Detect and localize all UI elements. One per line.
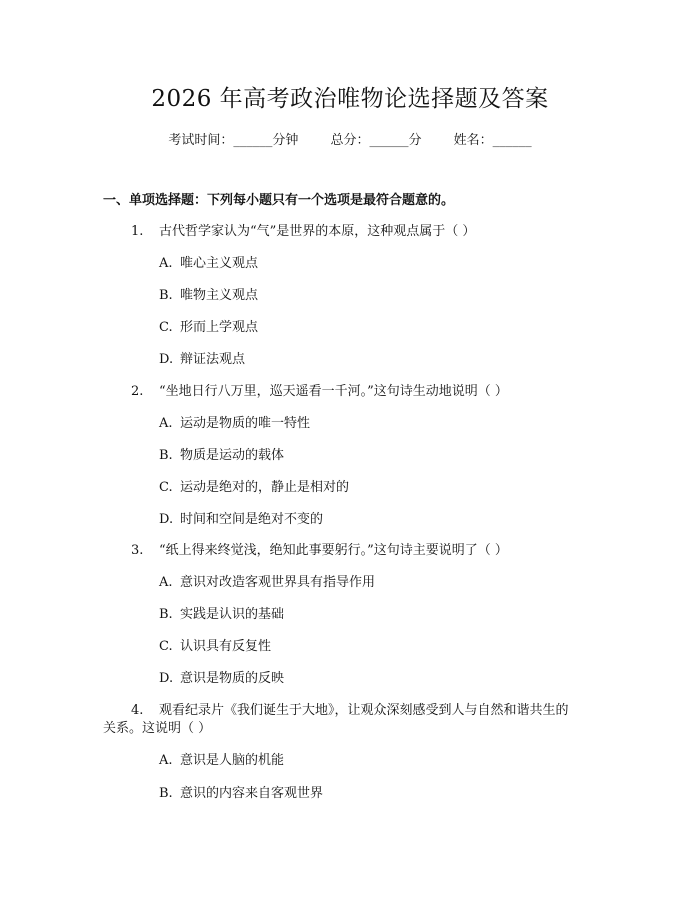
question-number: 3. [131,543,144,558]
option-text: 时间和空间是绝对不变的 [180,512,324,527]
q3-option-a [159,574,375,592]
q2-option-d [159,511,323,529]
option-letter: B. [159,448,173,463]
q3-option-b [159,606,284,624]
option-letter: D. [159,671,174,686]
q2-option-c [159,479,349,497]
option-text: 意识的内容来自客观世界 [180,786,324,801]
option-text: 意识对改造客观世界具有指导作用 [180,575,376,590]
option-letter: A. [159,575,173,590]
option-letter: B. [159,786,173,801]
q1-option-c [159,319,258,337]
question-number: 4. [131,703,144,718]
option-letter: C. [159,639,173,654]
option-text: 辩证法观点 [180,352,246,367]
q2-option-b [159,447,284,465]
option-text: 唯心主义观点 [180,256,259,271]
question-2 [131,383,508,401]
section-heading: 一、单项选择题：下列每小题只有一个选项是最符合题意的。 [103,193,455,208]
option-letter: A. [159,256,173,271]
option-text: 运动是物质的唯一特性 [180,416,311,431]
q2-option-a [159,415,310,433]
option-text: 形而上学观点 [180,320,259,335]
option-text: 唯物主义观点 [180,288,259,303]
question-text-line-1 [103,702,603,720]
question-1 [131,223,475,241]
question-text: “纸上得来终觉浅，绝知此事要躬行。”这句诗主要说明了（ ） [159,543,508,558]
question-text: 古代哲学家认为“气”是世界的本原，这种观点属于（ ） [159,224,476,239]
option-text: 实践是认识的基础 [180,607,285,622]
q1-option-a [159,255,258,273]
question-number: 1. [131,224,144,239]
option-text: 物质是运动的载体 [180,448,285,463]
question-4 [103,702,603,738]
option-letter: A. [159,753,173,768]
option-letter: D. [159,352,174,367]
option-text: 意识是物质的反映 [180,671,285,686]
q4-option-a [159,752,284,770]
q1-option-b [159,287,258,305]
total-score-field: 总分：______分 [330,133,422,148]
student-name-field: 姓名：______ [453,133,532,148]
question-text-line-2: 关系。这说明（ ） [103,721,212,736]
question-text: “坐地日行八万里，巡天遥看一千河。”这句诗生动地说明（ ） [159,384,508,399]
option-text: 意识是人脑的机能 [180,753,285,768]
option-letter: B. [159,607,173,622]
q1-option-d [159,351,245,369]
exam-meta-line [0,132,700,150]
q3-option-c [159,638,271,656]
question-3 [131,542,508,560]
question-text: 观看纪录片《我们诞生于大地》，让观众深刻感受到人与自然和谐共生的 [159,703,569,718]
option-letter: C. [159,320,173,335]
option-letter: A. [159,416,173,431]
exam-time-field: 考试时间：______分钟 [168,133,299,148]
option-text: 认识具有反复性 [180,639,272,654]
q3-option-d [159,670,284,688]
q4-option-b [159,785,323,803]
option-letter: B. [159,288,173,303]
page-title: 2026 年高考政治唯物论选择题及答案 [151,86,549,112]
option-text: 运动是绝对的，静止是相对的 [180,480,350,495]
question-number: 2. [131,384,144,399]
option-letter: C. [159,480,173,495]
option-letter: D. [159,512,174,527]
